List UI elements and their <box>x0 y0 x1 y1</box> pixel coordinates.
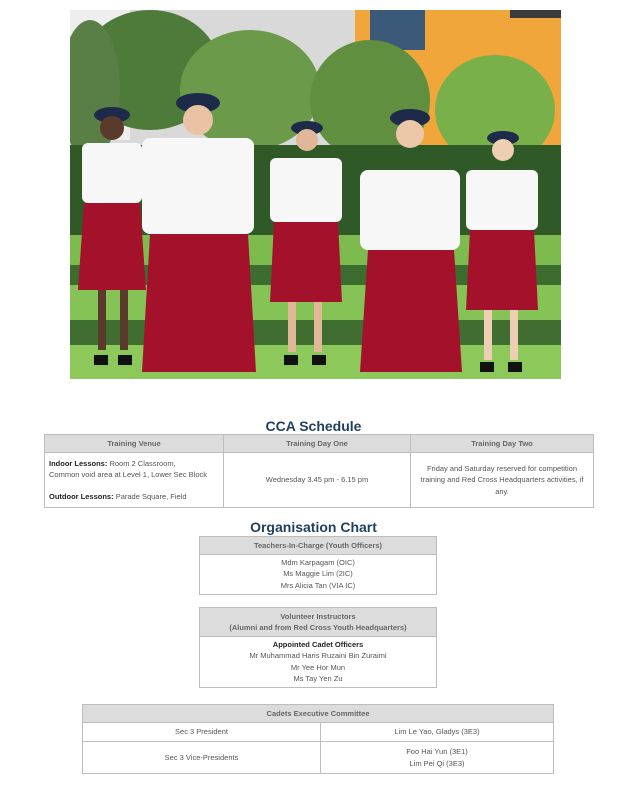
name-cell: Lim Le Yao, Gladys (3E3) <box>321 723 554 742</box>
vice-president-name: Lim Pei Qi (3E3) <box>409 758 465 768</box>
training-day-two-cell: Friday and Saturday reserved for competition training and Red Cross Headquarters activities, if any. <box>411 453 594 508</box>
teacher-name: Mdm Karpagam (OIC) <box>281 558 355 567</box>
teachers-in-charge-table <box>199 536 437 595</box>
officer-name: Mr Muhammad Haris Ruzaini Bin Zuraimi <box>249 651 387 661</box>
outdoor-lessons-label: Outdoor Lessons: <box>49 491 114 501</box>
name-cell <box>321 742 554 774</box>
header-training-day-two: Training Day Two <box>411 435 594 453</box>
header-training-day-one: Training Day One <box>224 435 411 453</box>
indoor-lessons-text-2: Common void area at Level 1, Lower Sec Block <box>49 470 207 480</box>
cadet-officers-list <box>200 637 437 688</box>
training-venue-cell <box>45 453 224 508</box>
vice-president-name: Foo Hai Yun (3E1) <box>406 747 468 757</box>
indoor-lessons-label: Indoor Lessons: <box>49 459 108 469</box>
photo-illustration <box>70 10 561 379</box>
outdoor-lessons-text: Parade Square, Field <box>115 491 187 501</box>
teachers-in-charge-header: Teachers-In-Charge (Youth Officers) <box>200 537 437 555</box>
organisation-chart-title: Organisation Chart <box>250 519 377 535</box>
cca-schedule-table <box>44 434 594 508</box>
indoor-lessons <box>49 458 219 481</box>
cadets-executive-committee-table <box>82 704 554 774</box>
role-cell: Sec 3 President <box>83 723 321 742</box>
volunteer-instructors-title: Volunteer Instructors <box>280 611 356 621</box>
outdoor-lessons <box>49 491 219 502</box>
appointed-cadet-officers-label: Appointed Cadet Officers <box>272 640 364 649</box>
table-row <box>83 742 554 774</box>
teachers-list <box>200 555 437 595</box>
training-day-one-cell: Wednesday 3.45 pm - 6.15 pm <box>224 453 411 508</box>
teacher-name: Ms Maggie Lim (2IC) <box>283 569 353 579</box>
indoor-lessons-text-1: Room 2 Classroom, <box>109 459 176 469</box>
cadets-group-photo <box>70 10 561 379</box>
cca-schedule-title: CCA Schedule <box>265 418 362 434</box>
schedule-row <box>45 453 594 508</box>
schedule-header-row <box>45 435 594 453</box>
executive-committee-header: Cadets Executive Committee <box>83 705 554 723</box>
teacher-name: Mrs Alicia Tan (VIA IC) <box>280 580 356 590</box>
volunteer-instructors-table <box>199 607 437 688</box>
officer-name: Mr Yee Hor Mun <box>290 662 346 672</box>
volunteer-instructors-header <box>200 608 437 637</box>
header-training-venue: Training Venue <box>45 435 224 453</box>
officer-name: Ms Tay Yen Zu <box>293 673 343 683</box>
role-cell: Sec 3 Vice-Presidents <box>83 742 321 774</box>
volunteer-instructors-subtitle: (Alumni and from Red Cross Youth Headquarters) <box>229 623 407 632</box>
table-row <box>83 723 554 742</box>
